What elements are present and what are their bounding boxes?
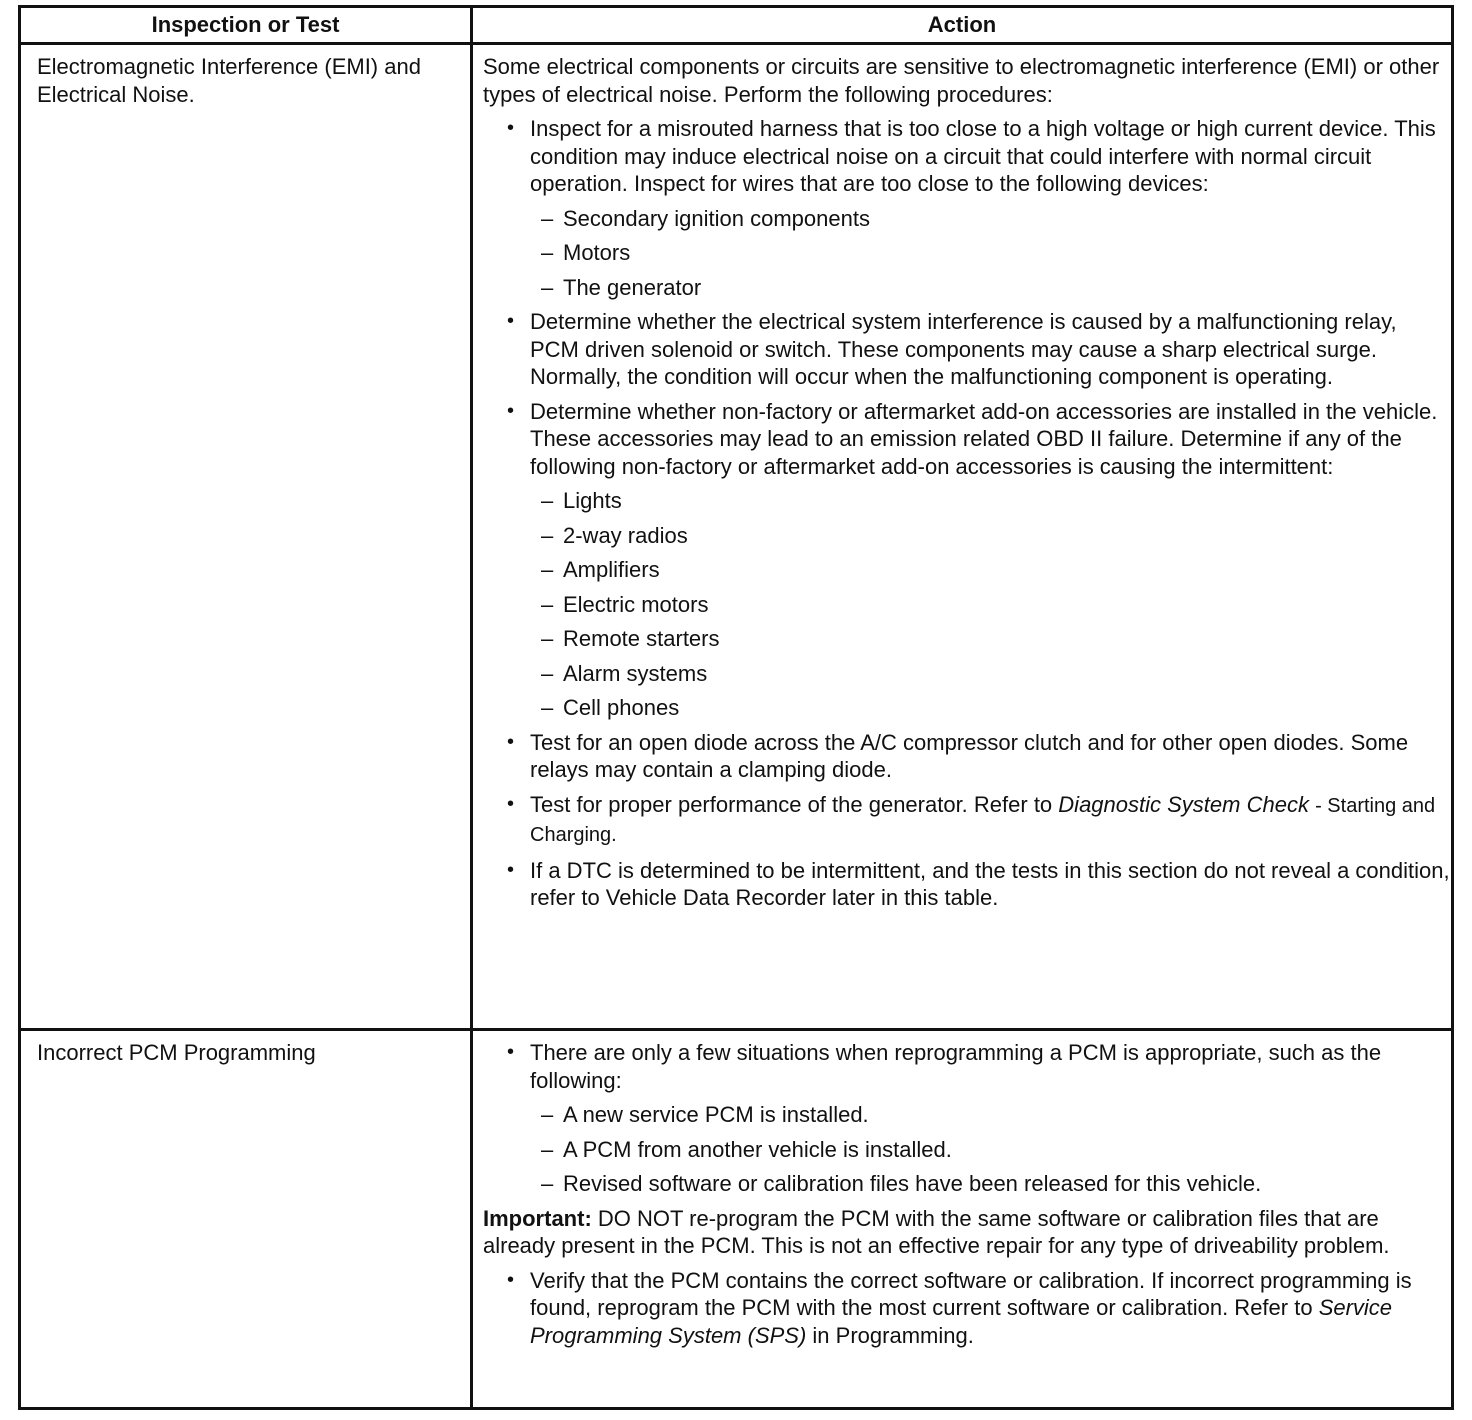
dash-icon: – — [541, 1171, 554, 1196]
sub-item — [483, 274, 1451, 302]
sub-item — [483, 239, 1451, 267]
sub-item — [483, 591, 1451, 619]
sub-item — [483, 1136, 1451, 1164]
list-item — [483, 857, 1451, 912]
bullet-icon: • — [507, 792, 515, 815]
sub-item — [483, 694, 1451, 722]
sub-item-text: Cell phones — [563, 695, 680, 720]
bullet-icon: • — [507, 117, 515, 139]
bullet-text: Test for an open diode across the A/C compressor clutch and for other open diodes. Some relays may contain a clamping diode. — [530, 729, 1409, 782]
sub-item — [483, 205, 1451, 233]
dash-icon: – — [541, 626, 554, 651]
bullet-icon: • — [507, 858, 515, 881]
sub-item-text: Amplifiers — [563, 557, 660, 582]
list-item — [483, 729, 1451, 784]
list-item — [483, 308, 1451, 391]
row1-action — [483, 53, 1451, 912]
list-item — [483, 1267, 1451, 1350]
sub-item-text: 2-way radios — [563, 522, 688, 548]
bullet-text-tail: in Programming. — [812, 1322, 974, 1348]
sub-item — [483, 1170, 1451, 1198]
list-item — [483, 1039, 1451, 1094]
sub-item-text: Motors — [563, 240, 631, 265]
list-item — [483, 115, 1451, 198]
bullet-text-tail: - Starting and Charging. — [530, 794, 1436, 846]
sub-item-text: Lights — [563, 488, 622, 513]
reference-link[interactable]: Service Programming System (SPS) — [530, 1295, 1393, 1348]
dash-icon: – — [541, 660, 554, 686]
dash-icon: – — [541, 1102, 554, 1127]
sub-item-text: Remote starters — [563, 626, 720, 651]
bullet-text: Determine whether non-factory or aftermarket add-on accessories are installed in the vehicle. These accessories may lead to an emission related OBD II failure. Determine if any of the following non-factory or aftermarket add-on accessories is causing the intermittent: — [530, 398, 1438, 479]
sub-item — [483, 625, 1451, 653]
sub-item-text: Secondary ignition components — [563, 205, 870, 231]
procedure-table — [18, 5, 1454, 1410]
important-label: Important: — [483, 1205, 592, 1231]
sub-item — [483, 1101, 1451, 1129]
list-item — [483, 791, 1451, 850]
bullet-text: Test for proper performance of the generator. Refer to — [530, 791, 1053, 817]
row2-inspection: Incorrect PCM Programming — [37, 1040, 316, 1065]
bullet-icon: • — [507, 310, 515, 332]
sub-item-text: Revised software or calibration files have been released for this vehicle. — [563, 1171, 1262, 1196]
sub-item-text: The generator — [563, 274, 702, 300]
sub-item-text: Alarm systems — [563, 660, 708, 686]
bullet-text: If a DTC is determined to be intermittent, and the tests in this section do not reveal a condition, refer to Vehicle Data Recorder later in this table. — [530, 857, 1450, 910]
column-divider — [470, 8, 473, 1407]
dash-icon: – — [541, 591, 554, 617]
row1-inspection: Electromagnetic Interference (EMI) and Electrical Noise. — [37, 54, 421, 107]
bullet-icon: • — [507, 1268, 515, 1291]
sub-item-text: Electric motors — [563, 591, 709, 617]
bullet-text: Determine whether the electrical system interference is caused by a malfunctioning relay, PCM driven solenoid or switch. These components may cause a sharp electrical surge. Normally, the condition will occur when the malfunctioning component is operating. — [530, 309, 1397, 389]
bullet-text: Verify that the PCM contains the correct software or calibration. If incorrect programming is found, reprogram the PCM with the most current software or calibration. Refer to — [530, 1267, 1412, 1320]
header-rule — [21, 42, 1451, 45]
bullet-icon: • — [507, 730, 515, 753]
dash-icon: – — [541, 1136, 554, 1162]
sub-item — [483, 660, 1451, 688]
sub-item — [483, 556, 1451, 584]
header-inspection: Inspection or Test — [151, 12, 340, 37]
dash-icon: – — [541, 205, 554, 231]
sub-item-text: A PCM from another vehicle is installed. — [563, 1136, 952, 1162]
row2-action — [483, 1039, 1451, 1349]
bullet-icon: • — [507, 1041, 515, 1063]
row1-intro: Some electrical components or circuits are sensitive to electromagnetic interference (EMI) or other types of electrical noise. Perform the following procedures: — [483, 54, 1440, 107]
important-note — [483, 1205, 1451, 1260]
header-action: Action — [927, 12, 997, 37]
reference-link[interactable]: Diagnostic System Check — [1058, 791, 1309, 817]
dash-icon: – — [541, 274, 554, 300]
dash-icon: – — [541, 557, 554, 582]
sub-item-text: A new service PCM is installed. — [563, 1102, 869, 1127]
dash-icon: – — [541, 488, 554, 513]
sub-item — [483, 487, 1451, 515]
row-rule — [21, 1028, 1451, 1031]
dash-icon: – — [541, 240, 554, 265]
dash-icon: – — [541, 522, 554, 548]
bullet-icon: • — [507, 399, 515, 422]
bullet-text: Inspect for a misrouted harness that is too close to a high voltage or high current device. This condition may induce electrical noise on a circuit that could interfere with normal circuit operation. Inspect for wires that are too close to the following devices: — [530, 116, 1436, 196]
bullet-text: There are only a few situations when reprogramming a PCM is appropriate, such as the following: — [530, 1040, 1382, 1093]
list-item — [483, 398, 1451, 481]
important-text: DO NOT re-program the PCM with the same software or calibration files that are already present in the PCM. This is not an effective repair for any type of driveability problem. — [483, 1205, 1390, 1258]
sub-item — [483, 522, 1451, 550]
dash-icon: – — [541, 695, 554, 720]
